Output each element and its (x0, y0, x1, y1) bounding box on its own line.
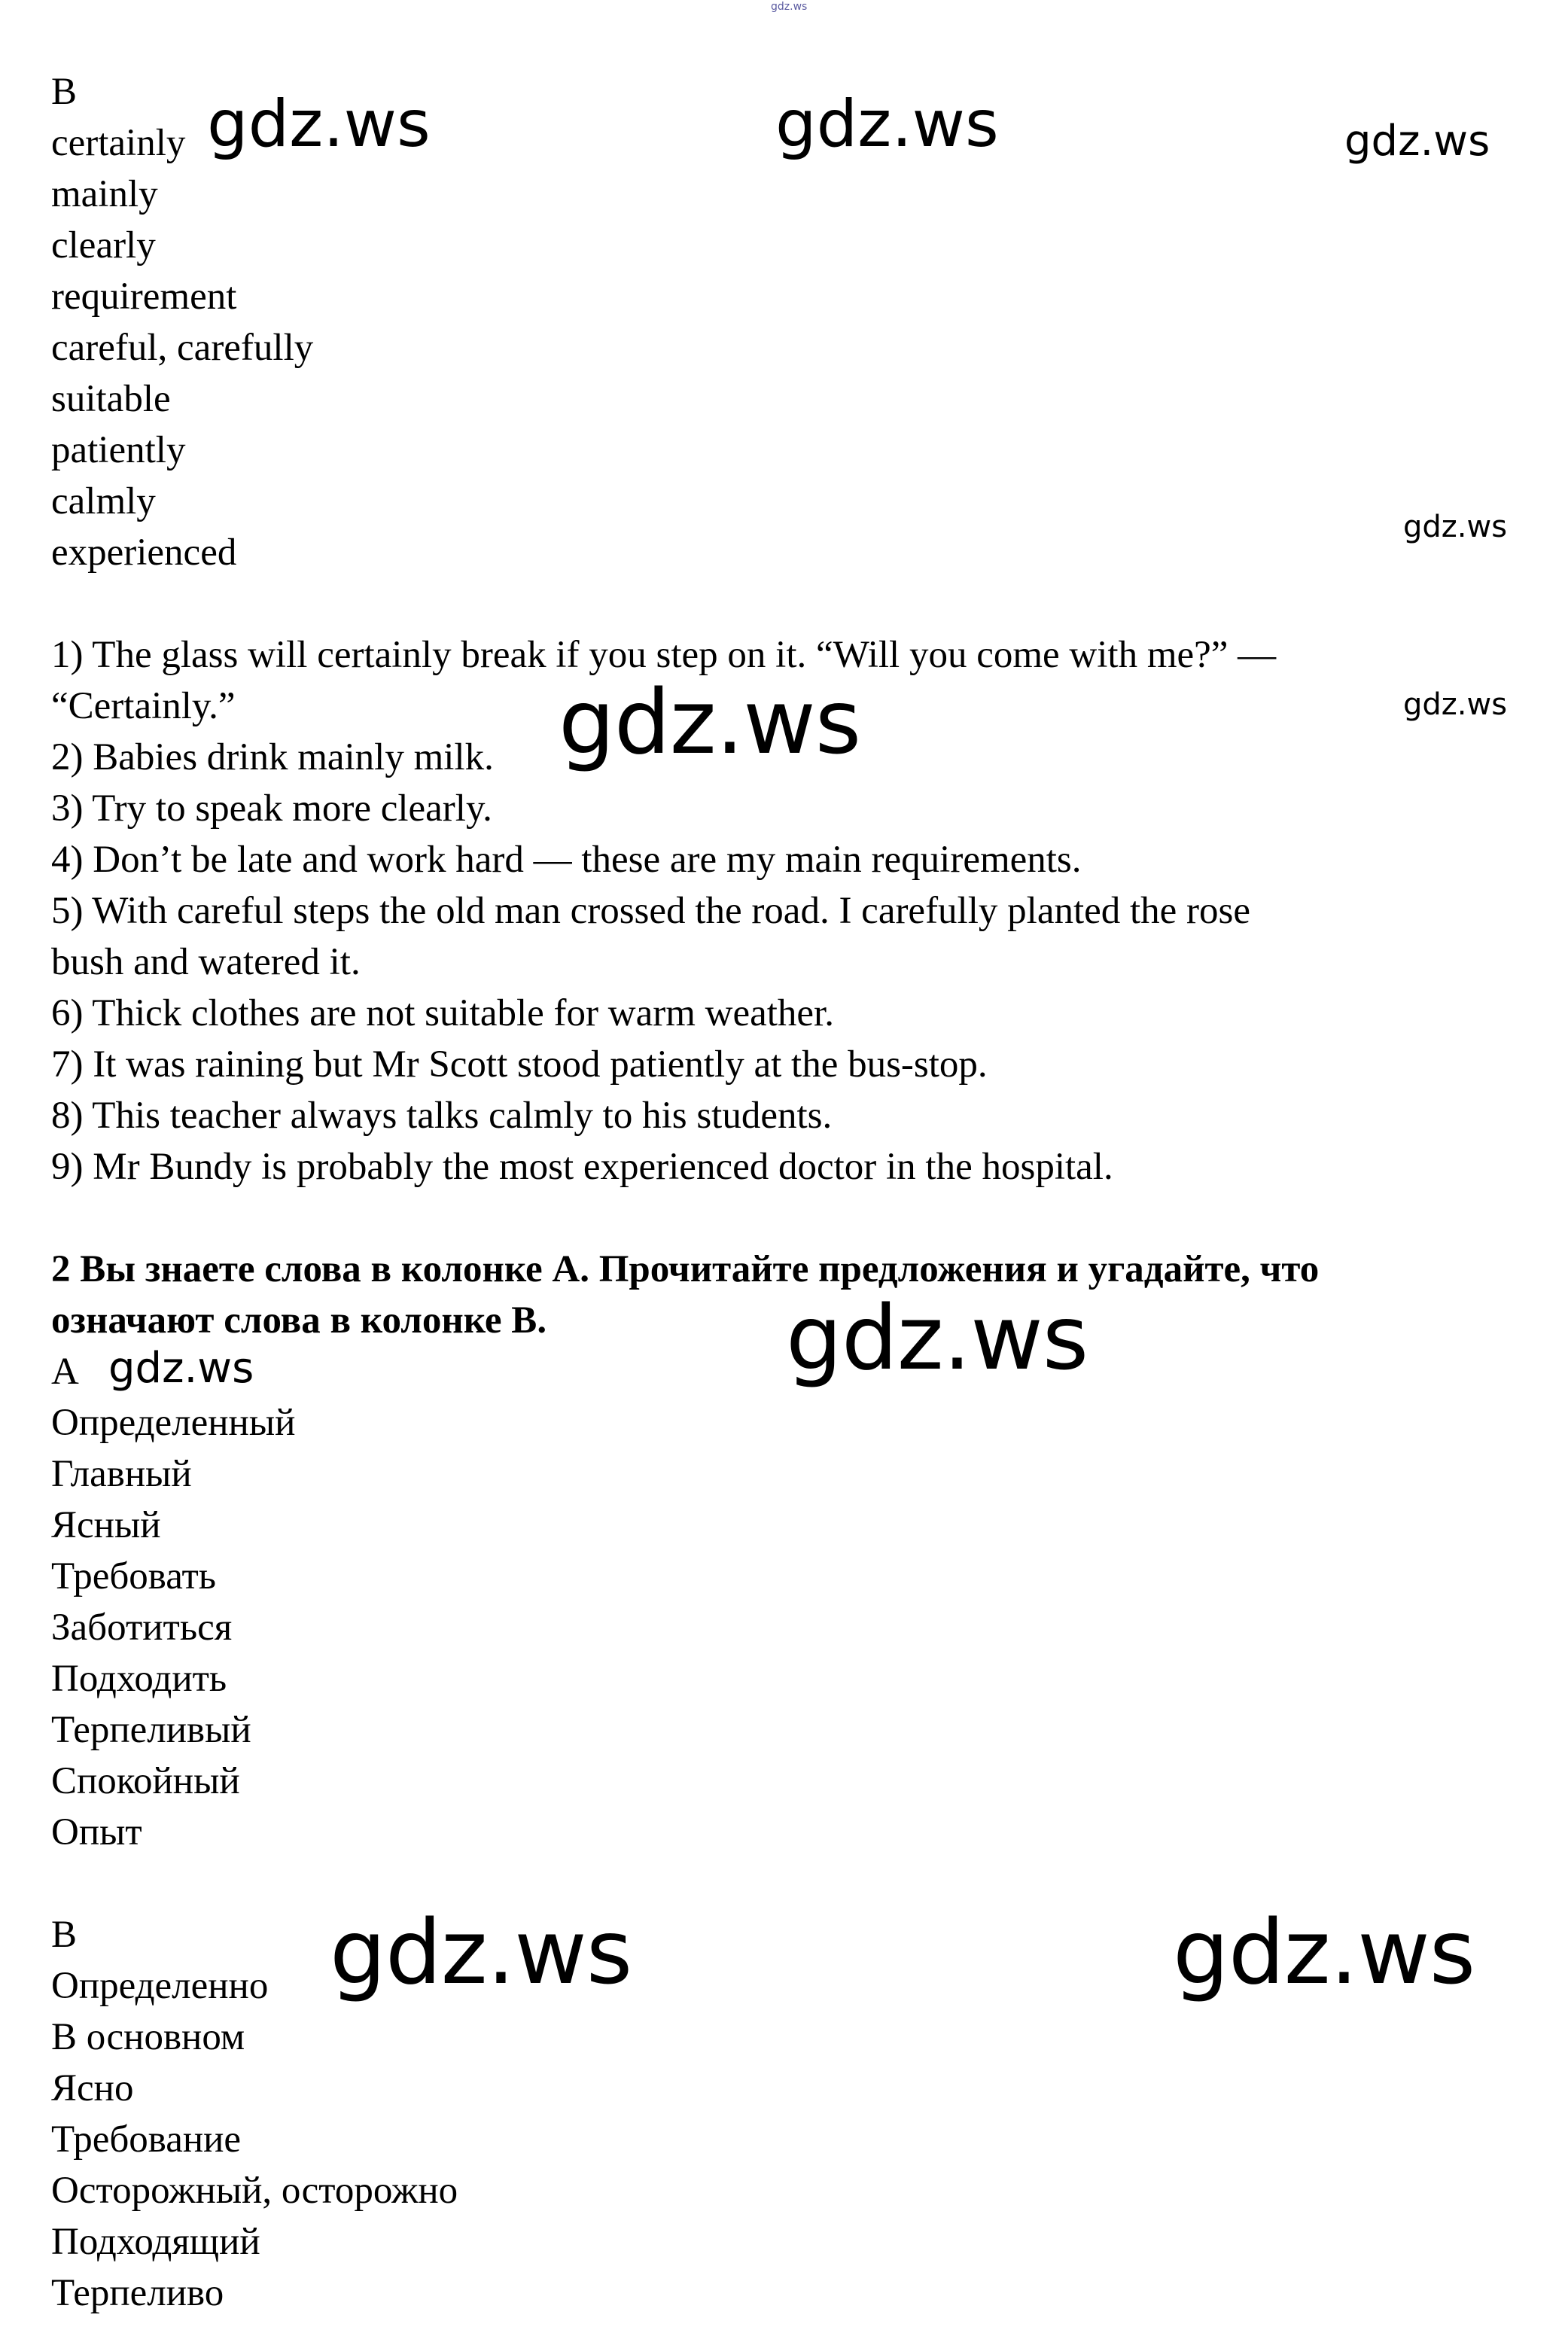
sentence-line: 6) Thick clothes are not suitable for warm weather. (51, 992, 834, 1034)
column-a-word: Главный (51, 1453, 192, 1495)
task-2-title: 2 Вы знаете слова в колонке А. Прочитайте предложения и угадайте, что (51, 1248, 1320, 1290)
watermark: gdz.ws (559, 670, 861, 774)
column-a-word: Заботиться (51, 1607, 233, 1649)
column-b-ru-word: Осторожный, осторожно (51, 2170, 458, 2212)
column-b-ru-header: B (51, 1914, 78, 1956)
column-b-word: patiently (51, 429, 186, 471)
column-b-word: suitable (51, 378, 171, 420)
column-b-ru-word: Требование (51, 2118, 242, 2161)
column-a-word: Определенный (51, 1402, 296, 1444)
task-2-title: означают слова в колонке В. (51, 1299, 547, 1342)
watermark: gdz.ws (330, 1900, 632, 2004)
column-b-word: clearly (51, 224, 156, 266)
watermark-top-small: gdz.ws (771, 1, 808, 13)
sentence-line: 7) It was raining but Mr Scott stood patiently at the bus-stop. (51, 1043, 988, 1086)
column-a-word: Спокойный (51, 1760, 240, 1802)
column-b-word: calmly (51, 480, 156, 522)
column-b-ru-word: Терпеливо (51, 2272, 224, 2314)
column-b-word: requirement (51, 276, 237, 318)
sentence-line: “Certainly.” (51, 685, 236, 727)
column-b-word: mainly (51, 173, 158, 215)
column-b-ru-word: В основном (51, 2016, 245, 2058)
column-b-word: certainly (51, 122, 186, 164)
watermark: gdz.ws (207, 87, 431, 162)
watermark: gdz.ws (1403, 510, 1508, 544)
watermark: gdz.ws (786, 1286, 1088, 1390)
sentence-line: 9) Mr Bundy is probably the most experienced doctor in the hospital. (51, 1146, 1113, 1188)
column-b-header: B (51, 71, 78, 113)
column-a-word: Требовать (51, 1555, 217, 1597)
watermark: gdz.ws (775, 87, 999, 162)
watermark: gdz.ws (108, 1344, 254, 1393)
sentence-line: 4) Don’t be late and work hard — these are my main requirements. (51, 839, 1082, 881)
column-b-word: careful, carefully (51, 327, 314, 369)
watermark: gdz.ws (1173, 1900, 1475, 2004)
column-b-ru-word: Определенно (51, 1965, 269, 2007)
column-a-word: Терпеливый (51, 1709, 251, 1751)
watermark: gdz.ws (1344, 117, 1490, 166)
column-b-ru-word: Ясно (51, 2067, 134, 2109)
watermark: gdz.ws (1403, 687, 1508, 722)
column-a-word: Подходить (51, 1658, 227, 1700)
column-b-ru-word: Подходящий (51, 2221, 260, 2263)
column-a-word: Ясный (51, 1504, 161, 1546)
column-b-word: experienced (51, 531, 237, 574)
sentence-line: 2) Babies drink mainly milk. (51, 736, 494, 778)
sentence-line: 5) With careful steps the old man crossed the road. I carefully planted the rose (51, 890, 1251, 932)
column-a-header: A (51, 1351, 79, 1393)
sentence-line: 3) Try to speak more clearly. (51, 787, 492, 830)
sentence-line: 1) The glass will certainly break if you step on it. “Will you come with me?” — (51, 634, 1277, 676)
sentence-line: bush and watered it. (51, 941, 361, 983)
column-a-word: Опыт (51, 1811, 142, 1853)
sentence-line: 8) This teacher always talks calmly to his students. (51, 1095, 833, 1137)
